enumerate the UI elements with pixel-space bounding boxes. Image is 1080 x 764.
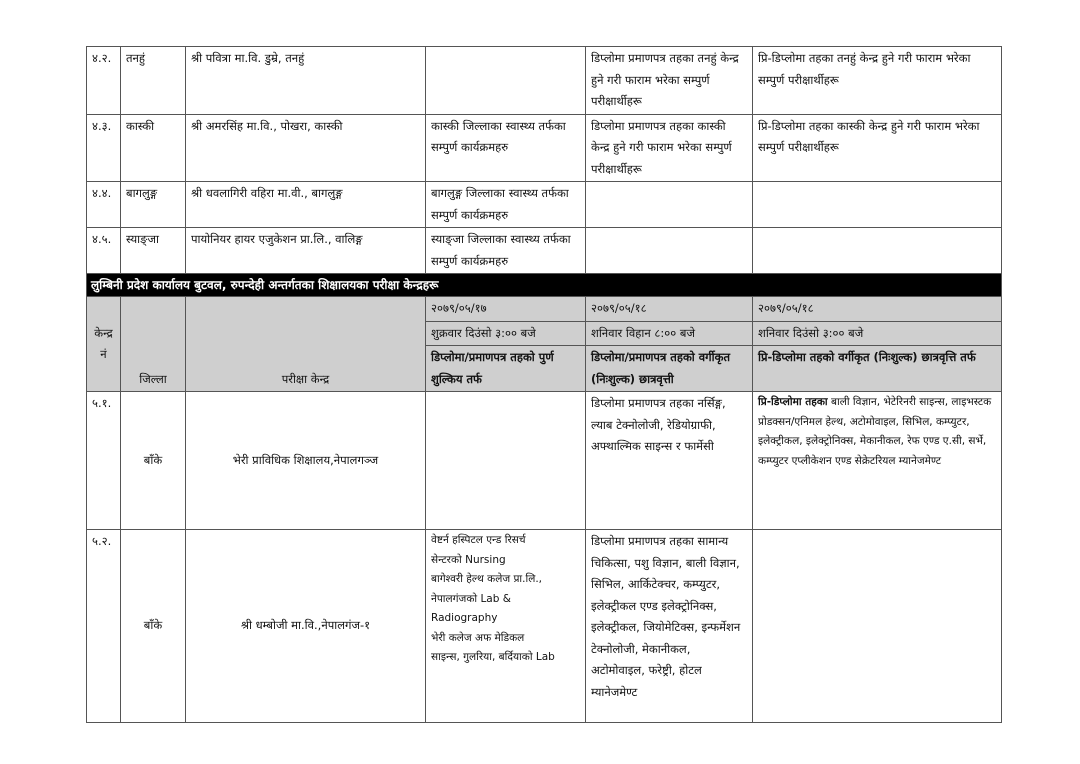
- cell-center: श्री धवलागिरी वहिरा मा.वी., बागलुङ्ग: [186, 182, 426, 228]
- section-banner-row: [87, 274, 1002, 297]
- header-date-2: २०७९/०५/१८: [586, 297, 753, 322]
- cell-line: भेरी कलेज अफ मेडिकल: [431, 631, 525, 644]
- cell-district: स्याङ्जा: [121, 228, 186, 274]
- cell-line: बागेश्वरी हेल्थ कलेज प्रा.लि.,: [431, 573, 543, 585]
- cell-col1: स्याङ्जा जिल्लाका स्वास्थ्य तर्फका सम्पुर्ण कार्यक्रमहरु: [426, 228, 586, 274]
- cell-col1: [426, 392, 586, 530]
- cell-col1: [426, 47, 586, 115]
- cell-col3-bold: प्रि-डिप्लोमा तहका: [758, 396, 828, 408]
- cell-no: ५.१.: [87, 392, 121, 530]
- cell-col2: डिप्लोमा प्रमाणपत्र तहका सामान्य चिकित्सा, पशु विज्ञान, बाली विज्ञान, सिभिल, आर्किटेक्चर, कम्प्युटर, इलेक्ट्रीकल एण्ड इलेक्ट्रोनिक्स, इलेक्ट्रीकल, जियोमेटिक्स, इन्फर्मेशन टेक्नोलोजी, मेकानीकल, अटोमोवाइल, फरेष्ट्री, होटल म्यानेजमेण्ट: [586, 530, 753, 723]
- cell-center: श्री अमरसिंह मा.वि., पोखरा, कास्की: [186, 114, 426, 182]
- table-row: [87, 182, 1002, 228]
- cell-col3: प्रि-डिप्लोमा तहका कास्की केन्द्र हुने गरी फाराम भरेका सम्पुर्ण परीक्षार्थीहरू: [753, 114, 1002, 182]
- header-row-dates: [87, 297, 1002, 322]
- header-exam-center: परीक्षा केन्द्र: [186, 297, 426, 392]
- cell-district: बाँके: [121, 392, 186, 530]
- cell-col3: [753, 530, 1002, 723]
- cell-col3: [753, 182, 1002, 228]
- cell-center: पायोनियर हायर एजुकेशन प्रा.लि., वालिङ्ग: [186, 228, 426, 274]
- cell-line: Radiography: [431, 612, 498, 624]
- header-type-3: प्रि-डिप्लोमा तहको वर्गीकृत (निःशुल्क) छात्रवृत्ति तर्फ: [753, 346, 1002, 392]
- exam-center-table: [86, 46, 1002, 723]
- cell-district: बागलुङ्ग: [121, 182, 186, 228]
- cell-col1: बागलुङ्ग जिल्लाका स्वास्थ्य तर्फका सम्पुर्ण कार्यक्रमहरु: [426, 182, 586, 228]
- cell-center: श्री पवित्रा मा.वि. डुम्रे, तनहुं: [186, 47, 426, 115]
- cell-col1: [426, 530, 586, 723]
- cell-no: ४.३.: [87, 114, 121, 182]
- table-row: [87, 530, 1002, 723]
- header-date-1: २०७९/०५/१७: [426, 297, 586, 322]
- table-row: [87, 392, 1002, 530]
- header-center-no: केन्द्र नं: [87, 297, 121, 392]
- header-type-1: डिप्लोमा/प्रमाणपत्र तहको पुर्ण शुल्किय तर्फ: [426, 346, 586, 392]
- cell-col2: [586, 228, 753, 274]
- table-row: [87, 228, 1002, 274]
- table-row: [87, 47, 1002, 115]
- cell-no: ४.४.: [87, 182, 121, 228]
- cell-district: तनहुं: [121, 47, 186, 115]
- cell-col2: डिप्लोमा प्रमाणपत्र तहका नर्सिङ्ग, ल्याब टेक्नोलोजी, रेडियोग्राफी, अफ्थाल्मिक साइन्स र फार्मेसी: [586, 392, 753, 530]
- cell-line: साइन्स, गुलरिया, बर्दियाको Lab: [431, 651, 555, 663]
- header-type-2: डिप्लोमा/प्रमाणपत्र तहको वर्गीकृत (निःशुल्क) छात्रवृत्ती: [586, 346, 753, 392]
- cell-col3: प्रि-डिप्लोमा तहका तनहुं केन्द्र हुने गरी फाराम भरेका सम्पुर्ण परीक्षार्थीहरू: [753, 47, 1002, 115]
- table-row: [87, 114, 1002, 182]
- cell-center: श्री धम्बोजी मा.वि.,नेपालगंज-१: [186, 530, 426, 723]
- cell-no: ५.२.: [87, 530, 121, 723]
- cell-district: बाँके: [121, 530, 186, 723]
- cell-center: भेरी प्राविधिक शिक्षालय,नेपालगञ्ज: [186, 392, 426, 530]
- header-district: जिल्ला: [121, 297, 186, 392]
- cell-col3-text: बाली विज्ञान, भेटेरिनरी साइन्स, लाइभस्टक प्रोडक्सन/एनिमल हेल्थ, अटोमोवाइल, सिभिल, कम्प्युटर, इलेक्ट्रीकल, इलेक्ट्रोनिक्स, मेकानीकल, रेफ एण्ड ए.सी, सर्भे, कम्प्युटर एप्लीकेशन एण्ड सेक्रेटरियल म्यानेजमेण्ट: [758, 396, 992, 467]
- cell-no: ४.५.: [87, 228, 121, 274]
- section-banner: लुम्बिनी प्रदेश कार्यालय बुटवल, रुपन्देही अन्तर्गतका शिक्षालयका परीक्षा केन्द्रहरू: [87, 274, 1002, 297]
- cell-col3: [753, 392, 1002, 530]
- header-time-3: शनिवार दिउंसो ३:०० बजे: [753, 321, 1002, 346]
- header-date-3: २०७९/०५/१८: [753, 297, 1002, 322]
- cell-col2: डिप्लोमा प्रमाणपत्र तहका तनहुं केन्द्र हुने गरी फाराम भरेका सम्पुर्ण परीक्षार्थीहरू: [586, 47, 753, 115]
- cell-district: कास्की: [121, 114, 186, 182]
- cell-line: सेन्टरको Nursing: [431, 553, 506, 566]
- cell-col2: [586, 182, 753, 228]
- header-time-2: शनिवार विहान ८:०० बजे: [586, 321, 753, 346]
- header-time-1: शुक्रवार दिउंसो ३:०० बजे: [426, 321, 586, 346]
- cell-no: ४.२.: [87, 47, 121, 115]
- cell-col3: [753, 228, 1002, 274]
- cell-col1: कास्की जिल्लाका स्वास्थ्य तर्फका सम्पुर्ण कार्यक्रमहरु: [426, 114, 586, 182]
- cell-line: वेष्टर्न हस्पिटल एन्ड रिसर्च: [431, 534, 526, 546]
- cell-col2: डिप्लोमा प्रमाणपत्र तहका कास्की केन्द्र हुने गरी फाराम भरेका सम्पुर्ण परीक्षार्थीहरू: [586, 114, 753, 182]
- cell-line: नेपालगंजको Lab &: [431, 592, 511, 605]
